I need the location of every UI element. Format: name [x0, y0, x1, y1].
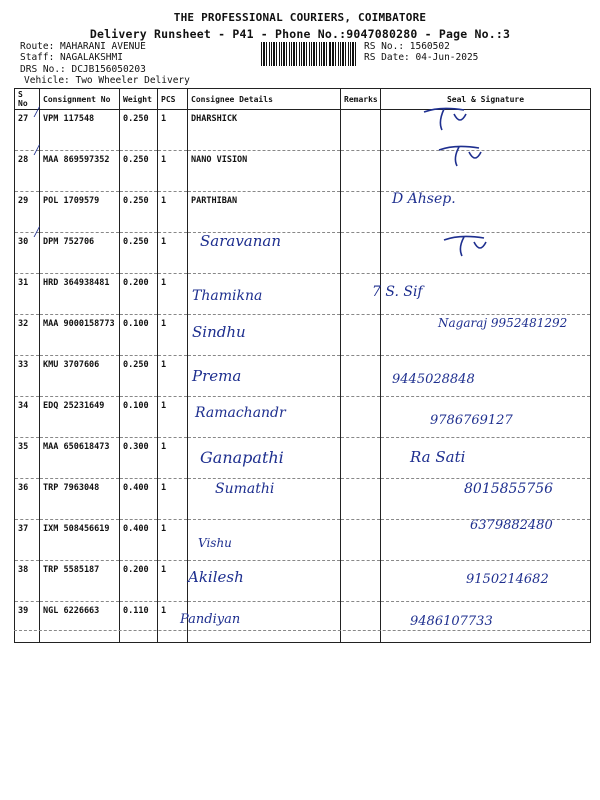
cell-remarks — [341, 356, 381, 397]
cell-pcs: 1 — [158, 520, 188, 561]
cell-sno: 33 — [15, 356, 40, 397]
table-row — [15, 356, 591, 397]
cell-pcs: 1 — [158, 192, 188, 233]
cell-sno: 27 — [15, 110, 40, 151]
cell-sno: 32 — [15, 315, 40, 356]
handwritten-name: Sindhu — [192, 323, 246, 341]
cell-consignment: IXM 508456619 — [40, 520, 120, 561]
handwritten-signature: 9445028848 — [392, 372, 475, 387]
cell-consignee: DHARSHICK — [188, 110, 341, 151]
staff-label: Staff: NAGALAKSHMI — [20, 52, 123, 63]
cell-remarks — [341, 479, 381, 520]
table-row — [15, 151, 591, 192]
cell-consignment: MAA 869597352 — [40, 151, 120, 192]
signature-image — [440, 232, 490, 258]
cell-sno: 31 — [15, 274, 40, 315]
handwritten-signature: 9786769127 — [430, 413, 513, 428]
cell-weight: 0.100 — [120, 397, 158, 438]
cell-remarks — [341, 602, 381, 643]
col-pcs: PCS — [158, 89, 188, 110]
cell-pcs: 1 — [158, 438, 188, 479]
cell-pcs: 1 — [158, 274, 188, 315]
cell-weight: 0.250 — [120, 356, 158, 397]
cell-pcs: 1 — [158, 479, 188, 520]
cell-remarks — [341, 561, 381, 602]
handwritten-name: Pandiyan — [180, 612, 241, 627]
cell-remarks — [341, 110, 381, 151]
table-row — [15, 192, 591, 233]
cell-sno: 38 — [15, 561, 40, 602]
table-header-row — [15, 89, 591, 110]
cell-pcs: 1 — [158, 233, 188, 274]
handwritten-signature: 9150214682 — [466, 572, 549, 587]
cell-consignment: TRP 7963048 — [40, 479, 120, 520]
handwritten-signature: Nagaraj 9952481292 — [438, 316, 568, 330]
cell-signature — [381, 151, 591, 192]
cell-weight: 0.250 — [120, 192, 158, 233]
cell-pcs: 1 — [158, 356, 188, 397]
cell-weight: 0.300 — [120, 438, 158, 479]
cell-consignment: MAA 650618473 — [40, 438, 120, 479]
cell-consignment: MAA 9000158773 — [40, 315, 120, 356]
cell-weight: 0.250 — [120, 151, 158, 192]
cell-consignment: EDQ 25231649 — [40, 397, 120, 438]
cell-consignment: HRD 364938481 — [40, 274, 120, 315]
table-row — [15, 602, 591, 643]
cell-sno: 39 — [15, 602, 40, 643]
cell-weight: 0.400 — [120, 520, 158, 561]
handwritten-name: Saravanan — [200, 232, 282, 250]
col-remarks: Remarks — [341, 89, 381, 110]
cell-sno: 34 — [15, 397, 40, 438]
cell-weight: 0.100 — [120, 315, 158, 356]
cell-weight: 0.110 — [120, 602, 158, 643]
cell-sno: 37 — [15, 520, 40, 561]
signature-image — [420, 104, 470, 132]
signature-image — [435, 140, 485, 168]
runsheet-subtitle: Delivery Runsheet - P41 - Phone No.:9047080280 - Page No.:3 — [89, 27, 511, 41]
cell-sno: 36 — [15, 479, 40, 520]
handwritten-name: Prema — [192, 367, 242, 385]
cell-weight: 0.200 — [120, 561, 158, 602]
cell-pcs: 1 — [158, 602, 188, 643]
checkmark-icon: ⁄ — [32, 140, 42, 159]
cell-pcs: 1 — [158, 397, 188, 438]
cell-consignment: NGL 6226663 — [40, 602, 120, 643]
table-row — [15, 110, 591, 151]
cell-sno: 28 — [15, 151, 40, 192]
route-label: Route: MAHARANI AVENUE — [20, 41, 146, 52]
cell-sno: 29 — [15, 192, 40, 233]
footer-divider — [14, 630, 590, 631]
cell-remarks — [341, 520, 381, 561]
cell-pcs: 1 — [158, 561, 188, 602]
cell-consignment: KMU 3707606 — [40, 356, 120, 397]
cell-pcs: 1 — [158, 110, 188, 151]
handwritten-signature: 7 S. Sif — [372, 284, 423, 300]
col-weight: Weight — [120, 89, 158, 110]
cell-consignment: POL 1709579 — [40, 192, 120, 233]
col-sno: S No — [15, 89, 40, 110]
company-title: THE PROFESSIONAL COURIERS, COIMBATORE — [173, 11, 427, 24]
delivery-table — [14, 88, 591, 643]
cell-remarks — [341, 438, 381, 479]
cell-remarks — [341, 315, 381, 356]
cell-weight: 0.200 — [120, 274, 158, 315]
cell-weight: 0.250 — [120, 233, 158, 274]
cell-consignment: TRP 5585187 — [40, 561, 120, 602]
handwritten-name: Ganapathi — [200, 448, 284, 467]
cell-consignee: NANO VISION — [188, 151, 341, 192]
handwritten-name: Sumathi — [215, 481, 275, 497]
col-consignment: Consignment No — [40, 89, 120, 110]
cell-remarks — [341, 397, 381, 438]
cell-pcs: 1 — [158, 315, 188, 356]
handwritten-name: Vishu — [198, 536, 232, 550]
cell-consignee: PARTHIBAN — [188, 192, 341, 233]
table-row — [15, 438, 591, 479]
cell-remarks — [341, 233, 381, 274]
cell-weight: 0.400 — [120, 479, 158, 520]
cell-consignment: VPM 117548 — [40, 110, 120, 151]
col-signature: Seal & Signature — [381, 89, 591, 110]
handwritten-name: Thamikna — [192, 288, 263, 304]
cell-pcs: 1 — [158, 151, 188, 192]
cell-signature — [381, 110, 591, 151]
table-row — [15, 233, 591, 274]
col-consignee: Consignee Details — [188, 89, 341, 110]
cell-remarks — [341, 151, 381, 192]
cell-weight: 0.250 — [120, 110, 158, 151]
barcode-graphic-tail — [330, 42, 358, 66]
handwritten-signature: 6379882480 — [470, 518, 553, 533]
cell-remarks — [341, 192, 381, 233]
cell-consignment: DPM 752706 — [40, 233, 120, 274]
checkmark-icon: ⁄ — [32, 102, 42, 121]
rs-date: RS Date: 04-Jun-2025 — [364, 52, 479, 63]
handwritten-signature: D Ahsep. — [392, 191, 456, 207]
drs-label: DRS No.: DCJB156050203 — [20, 64, 146, 75]
handwritten-name: Ramachandr — [195, 405, 286, 421]
handwritten-name: Akilesh — [188, 568, 244, 586]
checkmark-icon: ⁄ — [32, 222, 42, 241]
handwritten-signature: 8015855756 — [464, 481, 554, 497]
rs-number: RS No.: 1560502 — [364, 41, 450, 52]
vehicle-label: Vehicle: Two Wheeler Delivery — [24, 75, 190, 86]
cell-sno: 35 — [15, 438, 40, 479]
handwritten-signature: Ra Sati — [410, 448, 466, 466]
cell-sno: 30 — [15, 233, 40, 274]
table-row — [15, 274, 591, 315]
handwritten-signature: 9486107733 — [410, 614, 493, 629]
